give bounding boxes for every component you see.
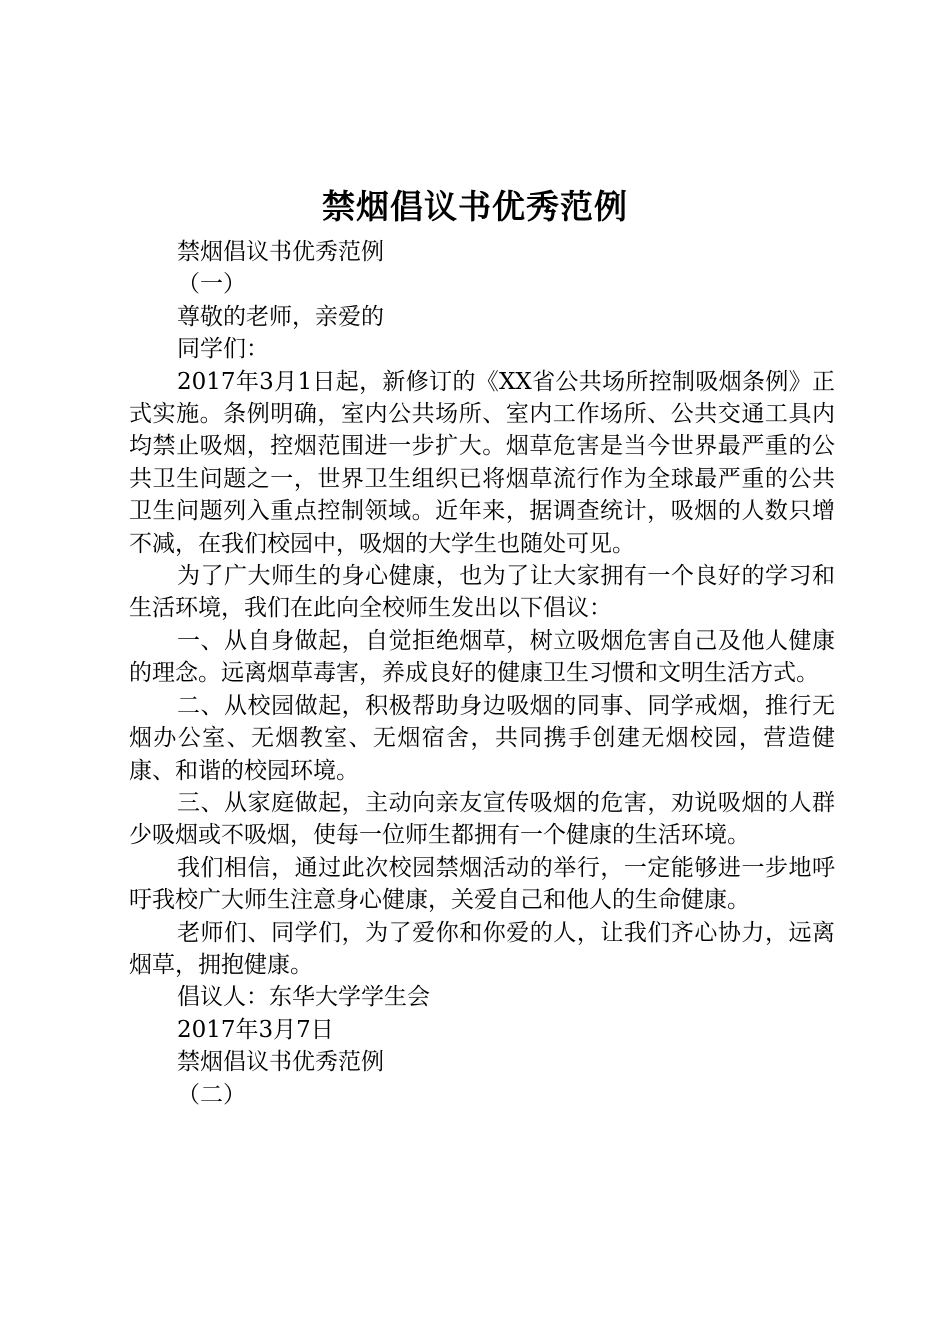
second-example-title: 禁烟倡议书优秀范例	[177, 1049, 384, 1076]
closing-paragraph: 老师们、同学们，为了爱你和你爱的人，让我们齐心协力，远离烟草，拥抱健康。	[129, 919, 835, 978]
second-section-number: （二）	[177, 1081, 246, 1108]
document-title: 禁烟倡议书优秀范例	[322, 187, 628, 226]
subtitle-paragraph: 禁烟倡议书优秀范例	[177, 239, 384, 265]
signature-line: 倡议人：东华大学学生会	[177, 984, 430, 1011]
belief-paragraph: 我们相信，通过此次校园禁烟活动的举行，一定能够进一步地呼吁我校广大师生注意身心健康，关爱自己和他人的生命健康。	[129, 854, 835, 914]
section-number-paragraph: （一）	[177, 271, 246, 298]
document-body	[129, 236, 835, 1111]
proposal-item-2: 二、从校园做起，积极帮助身边吸烟的同事、同学戒烟，推行无烟办公室、无烟教室、无烟宿舍，共同携手创建无烟校园，营造健康、和谐的校园环境。	[129, 692, 835, 784]
salutation-line-1: 尊敬的老师，亲爱的	[177, 303, 384, 330]
intro-paragraph: 2017年3月1日起，新修订的《XX省公共场所控制吸烟条例》正式实施。条例明确，室内公共场所、室内工作场所、公共交通工具内均禁止吸烟，控烟范围进一步扩大。烟草危害是当今世界最严重的公共卫生问题之一，世界卫生组织已将烟草流行作为全球最严重的公共卫生问题列入重点控制领域。近年来，据调查统计，吸烟的人数只增不减，在我们校园中，吸烟的大学生也随处可见。	[129, 368, 835, 557]
salutation-line-2: 同学们：	[177, 336, 269, 363]
date-line: 2017年3月7日	[177, 1016, 334, 1043]
purpose-paragraph: 为了广大师生的身心健康，也为了让大家拥有一个良好的学习和生活环境，我们在此向全校师生发出以下倡议：	[129, 563, 835, 622]
proposal-item-1: 一、从自身做起，自觉拒绝烟草，树立吸烟危害自己及他人健康的理念。远离烟草毒害，养成良好的健康卫生习惯和文明生活方式。	[129, 627, 835, 687]
proposal-item-3: 三、从家庭做起，主动向亲友宣传吸烟的危害，劝说吸烟的人群少吸烟或不吸烟，使每一位师生都拥有一个健康的生活环境。	[129, 789, 835, 849]
